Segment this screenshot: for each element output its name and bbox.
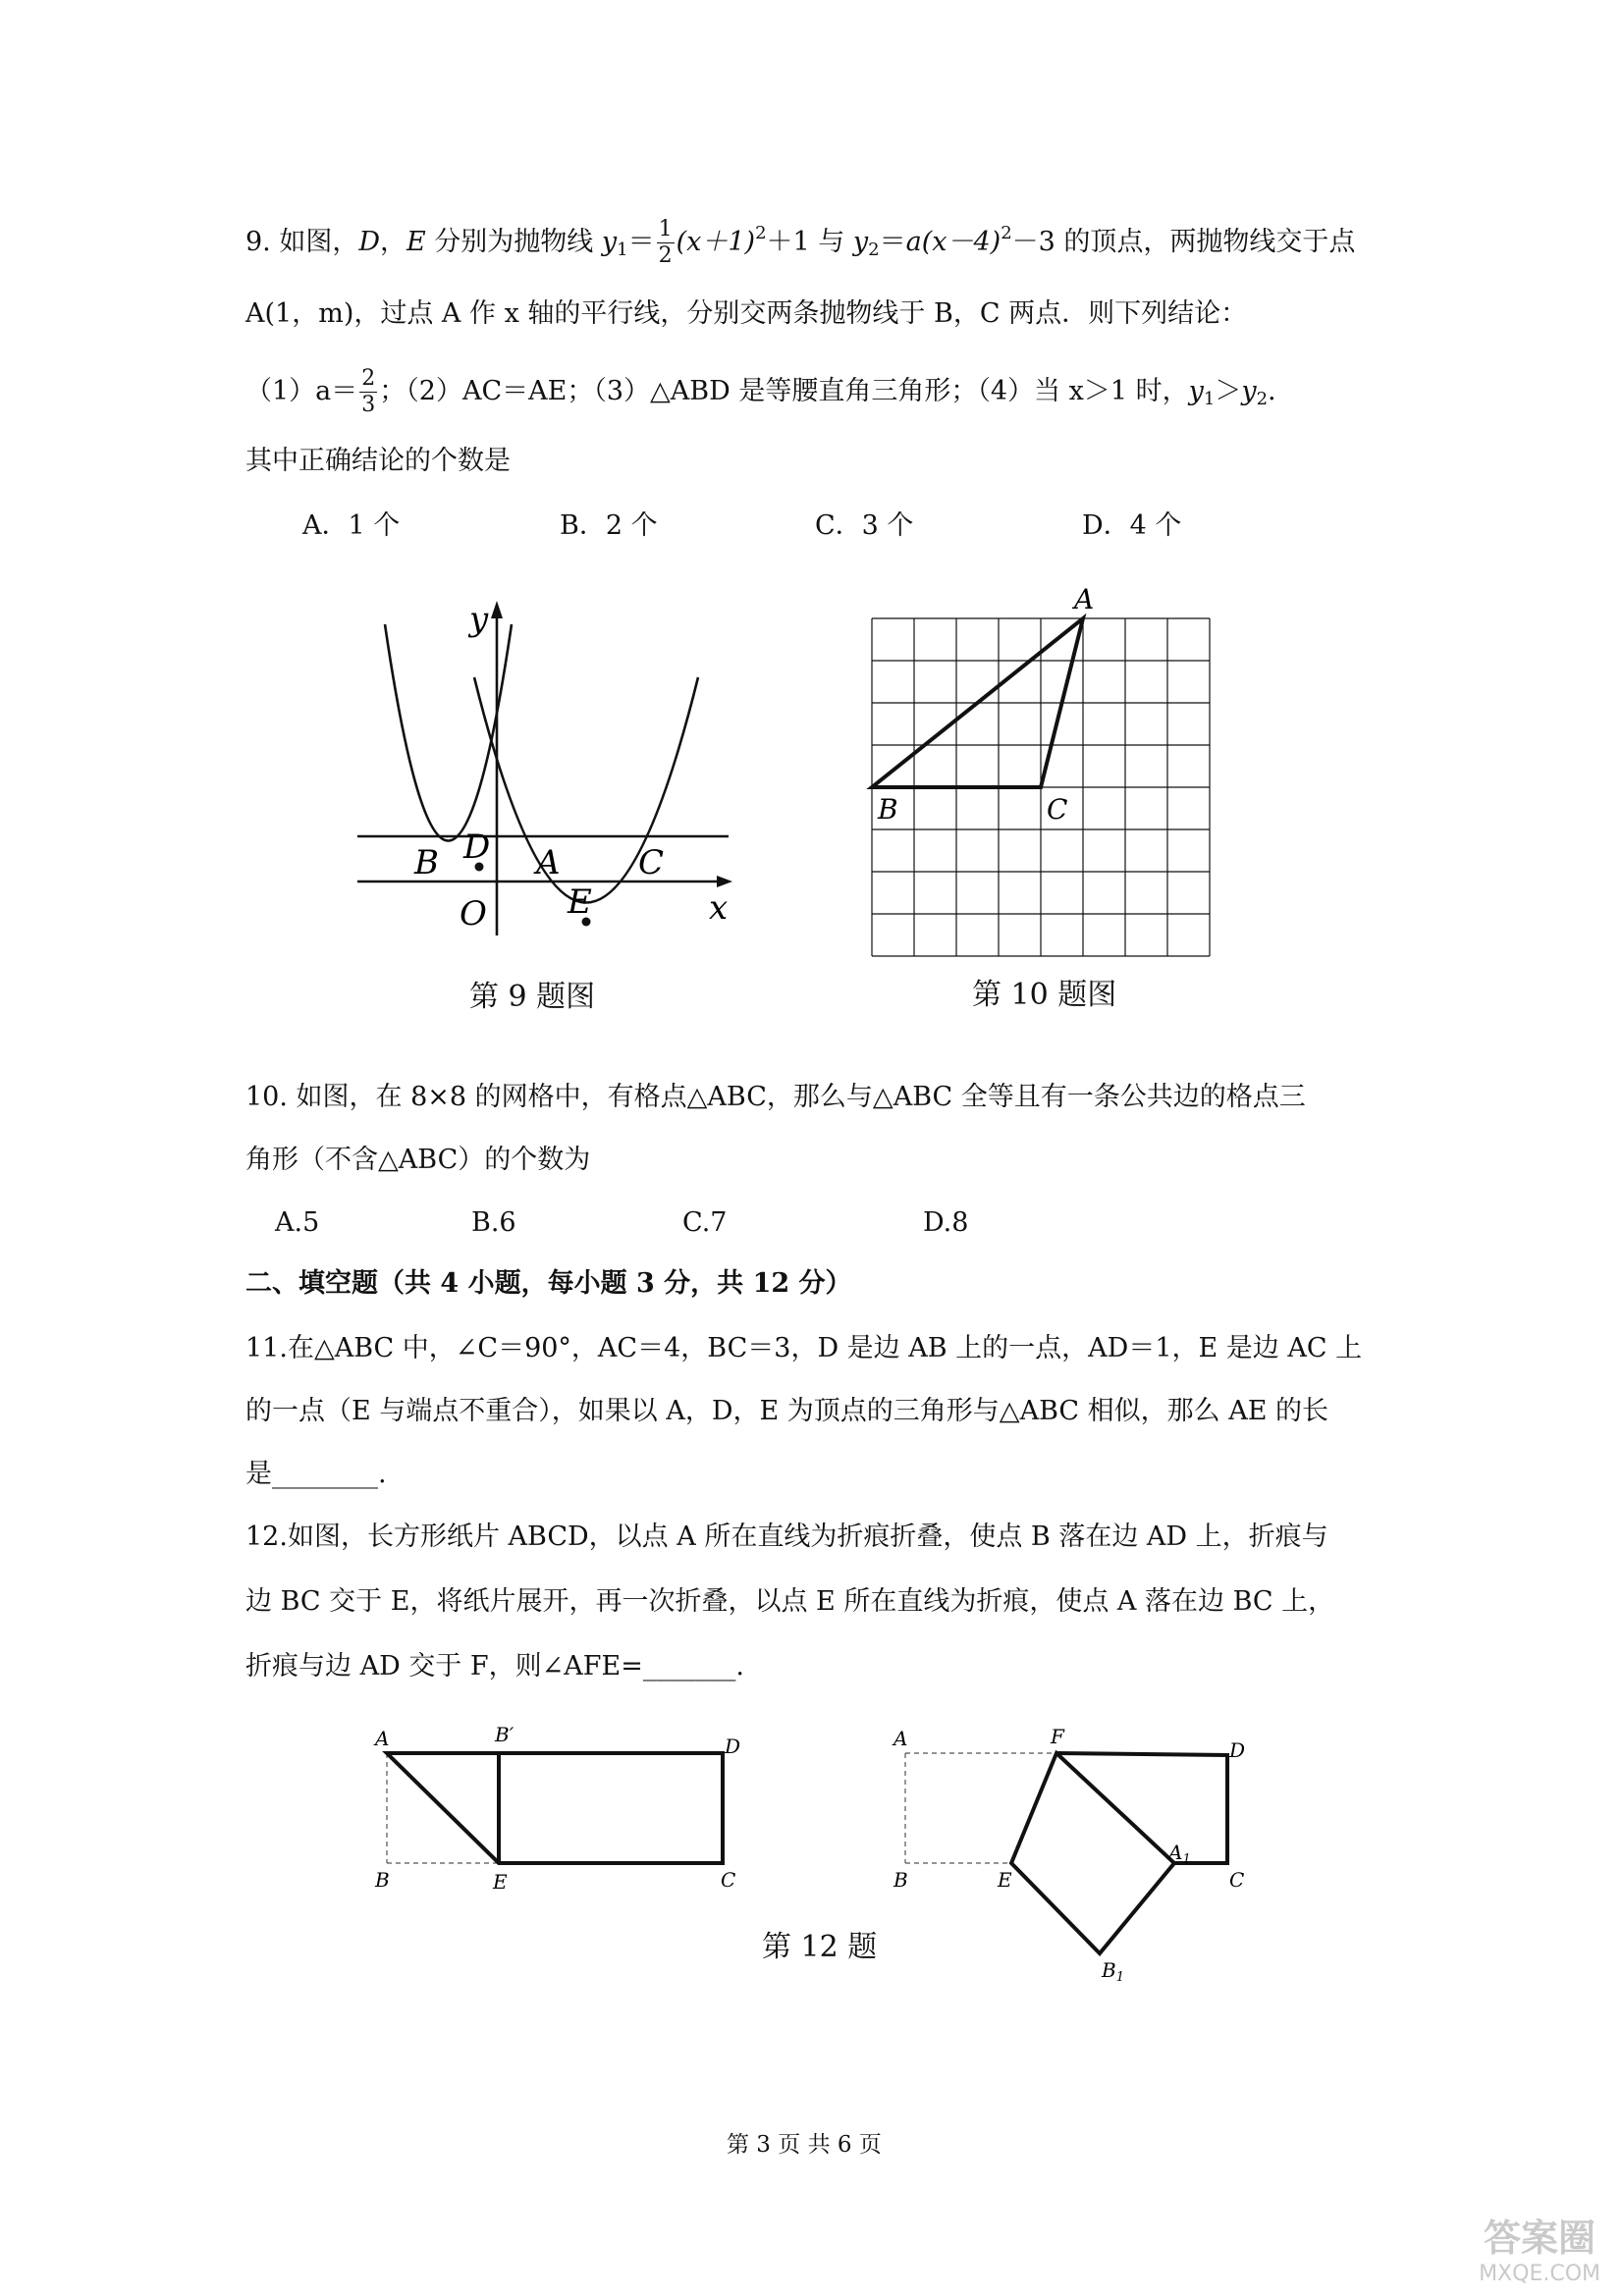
- square-2: 2: [1001, 223, 1012, 243]
- var-D: D: [358, 227, 380, 257]
- figure-9-parabolas: [344, 589, 746, 952]
- var-y2: y: [852, 227, 869, 257]
- label-a1-letter: A: [1168, 1841, 1183, 1864]
- label-e: E: [493, 1870, 508, 1894]
- figure-9-caption: 第 9 题图: [469, 980, 596, 1014]
- var-E: E: [406, 227, 426, 257]
- frac-numerator: 2: [361, 366, 376, 391]
- frac-denominator: 3: [361, 393, 376, 417]
- parabola-y2: [474, 677, 698, 903]
- greater-than: ＞: [1215, 376, 1242, 406]
- sub-1: 1: [1203, 389, 1216, 409]
- folded-flap: [1011, 1753, 1174, 1953]
- q9-conclusion-1: （1）a＝: [245, 376, 358, 406]
- label-a: A: [893, 1727, 908, 1750]
- y-axis-arrow: [491, 601, 503, 618]
- label-e: E: [568, 882, 592, 922]
- q9-option-a: A．1 个: [302, 510, 401, 541]
- frac-numerator: 1: [658, 217, 673, 241]
- expr-1: (x＋1): [676, 227, 756, 257]
- sub-2: 2: [1256, 389, 1269, 409]
- label-b1: [1101, 1958, 1124, 1985]
- sub-2: 2: [868, 240, 880, 260]
- label-c: C: [638, 843, 665, 882]
- watermark-bottom: MXQE.COM: [1479, 2262, 1600, 2286]
- sub-1: 1: [617, 240, 628, 260]
- label-a1: [1166, 1841, 1191, 1867]
- square-1: 2: [755, 223, 767, 243]
- label-d: D: [725, 1735, 741, 1758]
- q10-line-1: 10. 如图，在 8×8 的网格中，有格点△ABC，那么与△ABC 全等且有一条公共边的格点三: [245, 1082, 1306, 1112]
- label-d: D: [1229, 1738, 1246, 1762]
- parabola-y1: [385, 624, 512, 841]
- q9-option-d: D．4 个: [1082, 510, 1182, 541]
- section-2-heading: 二、填空题（共 4 小题，每小题 3 分，共 12 分）: [245, 1268, 852, 1299]
- q11-line-3: 是________.: [245, 1459, 387, 1489]
- q10-option-b: B.6: [471, 1207, 516, 1238]
- label-f: F: [1051, 1725, 1064, 1748]
- q11-line-1: 11.在△ABC 中，∠C＝90°，AC＝4，BC＝3，D 是边 AB 上的一点，AD＝1，E 是边 AC 上: [245, 1333, 1363, 1363]
- expr-2: a(x－4): [905, 227, 1001, 257]
- label-a1-sub: 1: [1182, 1852, 1191, 1867]
- equals-1: ＝: [627, 227, 655, 257]
- label-b: B: [893, 1868, 908, 1892]
- figure-10-grid: [852, 579, 1225, 962]
- label-o: O: [460, 894, 487, 934]
- fraction-one-half: [657, 217, 675, 269]
- label-b: B: [878, 793, 898, 826]
- q12-line-2: 边 BC 交于 E，将纸片展开，再一次折叠，以点 E 所在直线为折痕，使点 A 落在边 BC 上，: [245, 1586, 1335, 1617]
- q9-line-1: [245, 216, 1355, 269]
- label-b: B: [375, 1868, 390, 1892]
- q9-option-b: B．2 个: [560, 510, 658, 541]
- label-c: C: [1047, 793, 1068, 826]
- label-c: C: [1229, 1868, 1245, 1892]
- q10-option-d: D.8: [923, 1207, 969, 1238]
- figure-10-caption: 第 10 题图: [972, 978, 1117, 1012]
- fraction-two-thirds: [359, 366, 377, 418]
- q9-line-3: [245, 366, 1276, 418]
- var-y1: y: [601, 227, 618, 257]
- var-y1: y: [1188, 376, 1204, 406]
- figure-12-left: [363, 1718, 756, 1895]
- label-a: A: [1074, 583, 1095, 615]
- label-c: C: [721, 1868, 736, 1892]
- figure-12-right: [884, 1718, 1267, 1985]
- q12-line-1: 12.如图，长方形纸片 ABCD，以点 A 所在直线为折痕折叠，使点 B 落在边 AD 上，折痕与: [245, 1522, 1328, 1552]
- label-b-prime: B′: [495, 1723, 514, 1746]
- frac-denominator: 2: [658, 243, 673, 268]
- var-y2: y: [1241, 376, 1257, 406]
- label-b: B: [414, 843, 439, 882]
- label-x: x: [709, 888, 729, 928]
- label-a: A: [536, 843, 561, 882]
- q10-line-2: 角形（不含△ABC）的个数为: [245, 1145, 591, 1175]
- page-footer: 第 3 页 共 6 页: [727, 2132, 882, 2158]
- watermark: [1479, 2208, 1600, 2286]
- rectangle-bpedc: [387, 1753, 723, 1863]
- label-e: E: [998, 1868, 1012, 1892]
- q9-option-c: C．3 个: [815, 510, 914, 541]
- watermark-top: 答案圈: [1484, 2216, 1597, 2260]
- folded-shape-outline: [1056, 1753, 1227, 1863]
- figure-12-caption: 第 12 题: [762, 1930, 878, 1964]
- q9-conclusions-rest: ；（2）AC＝AE；（3）△ABD 是等腰直角三角形；（4）当 x＞1 时，: [379, 376, 1189, 406]
- q10-option-a: A.5: [275, 1207, 320, 1238]
- q9-text-1: 分别为抛物线: [425, 227, 602, 257]
- q11-line-2: 的一点（E 与端点不重合），如果以 A，D，E 为顶点的三角形与△ABC 相似，那么 AE 的长: [245, 1396, 1329, 1426]
- q9-line-4: 其中正确结论的个数是: [245, 446, 511, 476]
- q9-line-2: A(1，m)，过点 A 作 x 轴的平行线，分别交两条抛物线于 B，C 两点．则下列结论：: [245, 298, 1248, 329]
- q9-comma: ，: [380, 227, 406, 257]
- q12-line-3: 折痕与边 AD 交于 F，则∠AFE=_______.: [245, 1651, 744, 1682]
- plus-one: ＋1 与: [766, 227, 853, 257]
- q10-option-c: C.7: [682, 1207, 728, 1238]
- q9-text-2: －3 的顶点，两抛物线交于点: [1011, 227, 1356, 257]
- label-d: D: [463, 828, 491, 867]
- label-b1-sub: 1: [1115, 1970, 1124, 1985]
- label-y: y: [469, 600, 489, 639]
- label-b1-letter: B: [1102, 1958, 1116, 1982]
- period: .: [1268, 376, 1276, 406]
- equals-2: ＝: [879, 227, 906, 257]
- q9-prefix: 9. 如图，: [245, 227, 359, 257]
- label-a: A: [375, 1727, 390, 1750]
- x-axis-arrow: [717, 876, 732, 887]
